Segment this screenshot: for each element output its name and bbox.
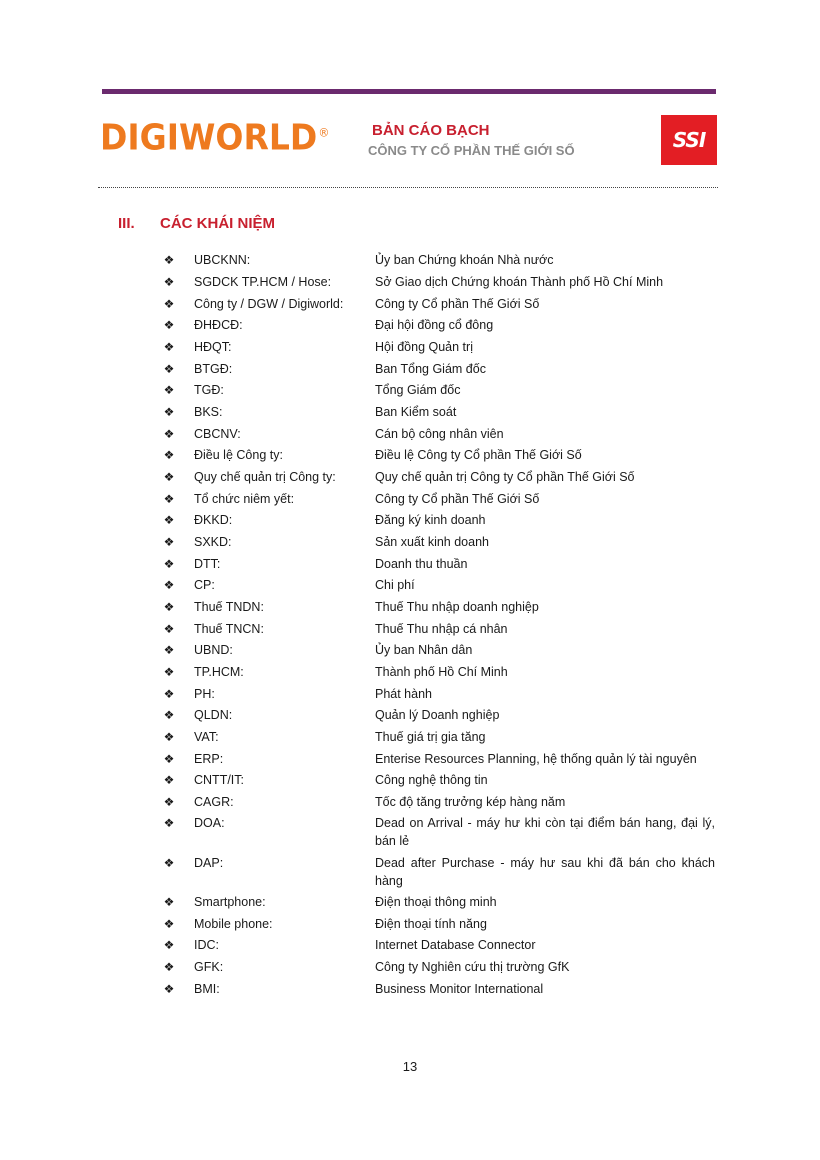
diamond-bullet-icon: ❖ — [163, 600, 175, 614]
term-definition: Tốc độ tăng trưởng kép hàng năm — [375, 795, 566, 809]
term-definition: Công ty Cổ phần Thế Giới Số — [375, 297, 540, 311]
header-top-rule — [102, 89, 716, 94]
term-definition: Đăng ký kinh doanh — [375, 513, 486, 527]
term-definition: Tổng Giám đốc — [375, 383, 461, 397]
term-abbreviation: VAT: — [194, 730, 219, 744]
diamond-bullet-icon: ❖ — [163, 856, 175, 870]
term-definition: Quy chế quản trị Công ty Cổ phần Thế Giới Số — [375, 470, 635, 484]
section-title: CÁC KHÁI NIỆM — [160, 215, 275, 232]
diamond-bullet-icon: ❖ — [163, 917, 175, 931]
term-definition: Dead after Purchase - máy hư sau khi đã bán cho khách hàng — [375, 856, 715, 888]
term-definition: Hội đồng Quản trị — [375, 340, 473, 354]
diamond-bullet-icon: ❖ — [163, 895, 175, 909]
term-abbreviation: TGĐ: — [194, 383, 224, 397]
diamond-bullet-icon: ❖ — [163, 470, 175, 484]
diamond-bullet-icon: ❖ — [163, 427, 175, 441]
term-definition: Đại hội đồng cổ đông — [375, 318, 494, 332]
term-abbreviation: SXKD: — [194, 535, 232, 549]
term-abbreviation: BKS: — [194, 405, 223, 419]
term-abbreviation: HĐQT: — [194, 340, 232, 354]
term-definition: Thuế giá trị gia tăng — [375, 730, 486, 744]
term-definition: Phát hành — [375, 687, 432, 701]
term-abbreviation: DOA: — [194, 816, 225, 830]
term-definition: Internet Database Connector — [375, 938, 536, 952]
diamond-bullet-icon: ❖ — [163, 730, 175, 744]
digiworld-logo — [100, 116, 329, 158]
diamond-bullet-icon: ❖ — [163, 752, 175, 766]
diamond-bullet-icon: ❖ — [163, 816, 175, 830]
term-abbreviation: PH: — [194, 687, 215, 701]
term-definition: Điều lệ Công ty Cổ phần Thế Giới Số — [375, 448, 582, 462]
diamond-bullet-icon: ❖ — [163, 297, 175, 311]
term-definition: Quản lý Doanh nghiệp — [375, 708, 500, 722]
term-definition: Công ty Cổ phần Thế Giới Số — [375, 492, 540, 506]
diamond-bullet-icon: ❖ — [163, 960, 175, 974]
term-definition: Thuế Thu nhập doanh nghiệp — [375, 600, 539, 614]
diamond-bullet-icon: ❖ — [163, 253, 175, 267]
term-abbreviation: ĐHĐCĐ: — [194, 318, 243, 332]
section-number: III. — [118, 215, 135, 232]
term-abbreviation: BMI: — [194, 982, 220, 996]
term-definition: Enterise Resources Planning, hệ thống quản lý tài nguyên — [375, 752, 697, 766]
term-abbreviation: Quy chế quản trị Công ty: — [194, 470, 336, 484]
term-definition: Business Monitor International — [375, 982, 544, 996]
term-definition: Ban Tổng Giám đốc — [375, 362, 486, 376]
term-abbreviation: ERP: — [194, 752, 224, 766]
term-abbreviation: Thuế TNCN: — [194, 622, 264, 636]
document-subtitle: CÔNG TY CỔ PHẦN THẾ GIỚI SỐ — [368, 143, 575, 158]
term-abbreviation: ĐKKD: — [194, 513, 233, 527]
term-definition: Chi phí — [375, 578, 415, 592]
term-abbreviation: Công ty / DGW / Digiworld: — [194, 297, 344, 311]
term-definition: Doanh thu thuần — [375, 557, 468, 571]
term-definition: Dead on Arrival - máy hư khi còn tại điểm bán hang, đại lý, bán lẻ — [375, 816, 715, 848]
term-abbreviation: Thuế TNDN: — [194, 600, 264, 614]
diamond-bullet-icon: ❖ — [163, 383, 175, 397]
diamond-bullet-icon: ❖ — [163, 773, 175, 787]
diamond-bullet-icon: ❖ — [163, 578, 175, 592]
digiworld-logo-text: DIGIWORLD — [100, 116, 318, 159]
term-definition: Sở Giao dịch Chứng khoán Thành phố Hồ Chí Minh — [375, 275, 664, 289]
diamond-bullet-icon: ❖ — [163, 938, 175, 952]
term-abbreviation: IDC: — [194, 938, 219, 952]
term-definition: Ủy ban Chứng khoán Nhà nước — [375, 253, 554, 267]
ssi-logo — [661, 115, 717, 165]
ssi-logo-text: SSI — [672, 128, 706, 152]
diamond-bullet-icon: ❖ — [163, 405, 175, 419]
term-abbreviation: CNTT/IT: — [194, 773, 244, 787]
term-abbreviation: TP.HCM: — [194, 665, 244, 679]
term-abbreviation: BTGĐ: — [194, 362, 233, 376]
diamond-bullet-icon: ❖ — [163, 643, 175, 657]
diamond-bullet-icon: ❖ — [163, 362, 175, 376]
diamond-bullet-icon: ❖ — [163, 982, 175, 996]
document-title: BẢN CÁO BẠCH — [372, 122, 490, 139]
diamond-bullet-icon: ❖ — [163, 448, 175, 462]
term-abbreviation: UBND: — [194, 643, 233, 657]
term-abbreviation: DAP: — [194, 856, 224, 870]
term-abbreviation: Tổ chức niêm yết: — [194, 492, 295, 506]
term-definition: Thuế Thu nhập cá nhân — [375, 622, 508, 636]
term-abbreviation: UBCKNN: — [194, 253, 251, 267]
diamond-bullet-icon: ❖ — [163, 275, 175, 289]
term-abbreviation: DTT: — [194, 557, 221, 571]
term-definition: Thành phố Hồ Chí Minh — [375, 665, 508, 679]
term-abbreviation: CBCNV: — [194, 427, 241, 441]
term-definition: Ban Kiểm soát — [375, 405, 457, 419]
term-abbreviation: GFK: — [194, 960, 224, 974]
term-abbreviation: SGDCK TP.HCM / Hose: — [194, 275, 332, 289]
term-definition: Cán bộ công nhân viên — [375, 427, 504, 441]
term-definition: Điện thoại tính năng — [375, 917, 487, 931]
diamond-bullet-icon: ❖ — [163, 557, 175, 571]
term-abbreviation: Điều lệ Công ty: — [194, 448, 283, 462]
term-definition: Công ty Nghiên cứu thị trường GfK — [375, 960, 570, 974]
diamond-bullet-icon: ❖ — [163, 340, 175, 354]
registered-mark: ® — [318, 125, 330, 140]
diamond-bullet-icon: ❖ — [163, 708, 175, 722]
term-abbreviation: Mobile phone: — [194, 917, 273, 931]
term-abbreviation: CAGR: — [194, 795, 234, 809]
diamond-bullet-icon: ❖ — [163, 795, 175, 809]
diamond-bullet-icon: ❖ — [163, 318, 175, 332]
diamond-bullet-icon: ❖ — [163, 622, 175, 636]
term-definition: Điện thoại thông minh — [375, 895, 497, 909]
term-abbreviation: CP: — [194, 578, 215, 592]
term-definition: Sản xuất kinh doanh — [375, 535, 489, 549]
diamond-bullet-icon: ❖ — [163, 687, 175, 701]
page-number: 13 — [402, 1059, 418, 1074]
header-dotted-divider — [98, 187, 718, 188]
term-abbreviation: QLDN: — [194, 708, 233, 722]
term-definition: Công nghệ thông tin — [375, 773, 488, 787]
diamond-bullet-icon: ❖ — [163, 535, 175, 549]
diamond-bullet-icon: ❖ — [163, 665, 175, 679]
diamond-bullet-icon: ❖ — [163, 513, 175, 527]
diamond-bullet-icon: ❖ — [163, 492, 175, 506]
term-definition: Ủy ban Nhân dân — [375, 643, 473, 657]
term-abbreviation: Smartphone: — [194, 895, 266, 909]
